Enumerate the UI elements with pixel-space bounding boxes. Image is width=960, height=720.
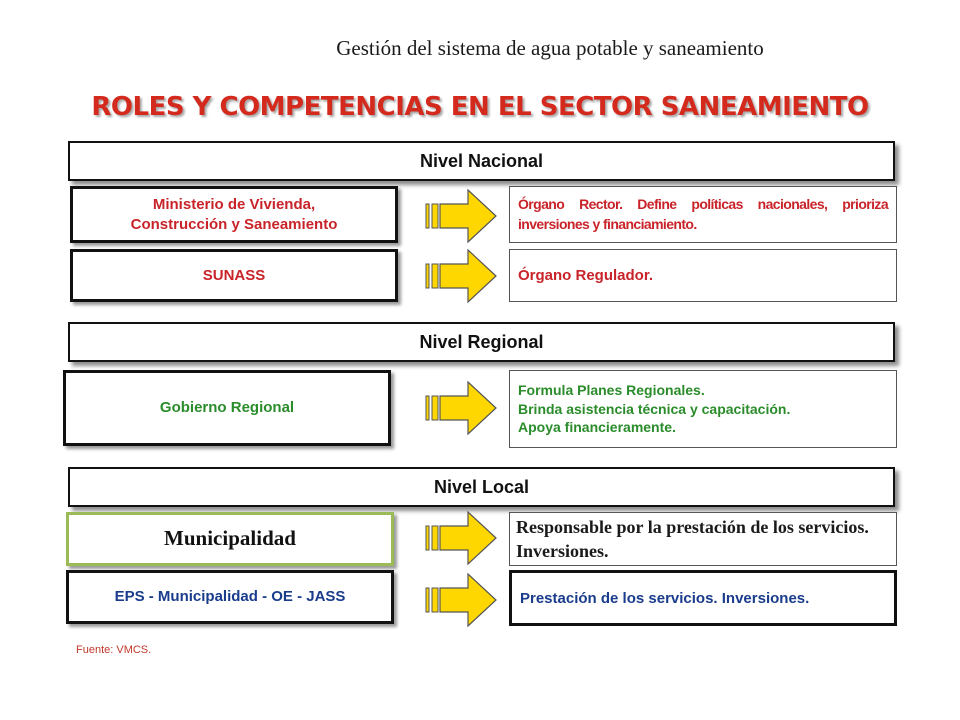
- entity-eps: EPS - Municipalidad - OE - JASS: [66, 570, 394, 624]
- entity-gobierno-regional: Gobierno Regional: [63, 370, 391, 446]
- entity-ministerio: [70, 186, 398, 243]
- level-local-header: Nivel Local: [68, 467, 895, 507]
- role-regional-line3: Apoya financieramente.: [518, 419, 676, 436]
- page-title: ROLES Y COMPETENCIAS EN EL SECTOR SANEAMIENTO: [91, 92, 869, 122]
- role-gobierno-regional: [509, 370, 897, 448]
- role-municipalidad: Responsable por la prestación de los servicios. Inversiones.: [509, 512, 897, 566]
- role-regional-line1: Formula Planes Regionales.: [518, 381, 705, 398]
- entity-sunass: SUNASS: [70, 249, 398, 302]
- right-arrow-icon: [424, 186, 504, 246]
- source-note: Fuente: VMCS.: [76, 644, 152, 656]
- level-regional-header: Nivel Regional: [68, 322, 895, 362]
- right-arrow-icon: [424, 246, 504, 306]
- role-regional-line2: Brinda asistencia técnica y capacitación.: [518, 400, 791, 417]
- right-arrow-icon: [424, 378, 504, 438]
- entity-ministerio-line2: Construcción y Saneamiento: [130, 215, 338, 233]
- role-eps: Prestación de los servicios. Inversiones.: [509, 570, 897, 626]
- right-arrow-icon: [424, 570, 504, 630]
- entity-ministerio-line1: Ministerio de Vivienda,: [152, 196, 316, 213]
- page-subtitle: Gestión del sistema de agua potable y saneamiento: [336, 36, 764, 60]
- entity-municipalidad: Municipalidad: [66, 512, 394, 566]
- level-national-header: Nivel Nacional: [68, 141, 895, 181]
- role-sunass: Órgano Regulador.: [509, 249, 897, 302]
- role-ministerio: Órgano Rector. Define políticas nacionales, prioriza inversiones y financiamiento.: [509, 186, 897, 243]
- right-arrow-icon: [424, 508, 504, 568]
